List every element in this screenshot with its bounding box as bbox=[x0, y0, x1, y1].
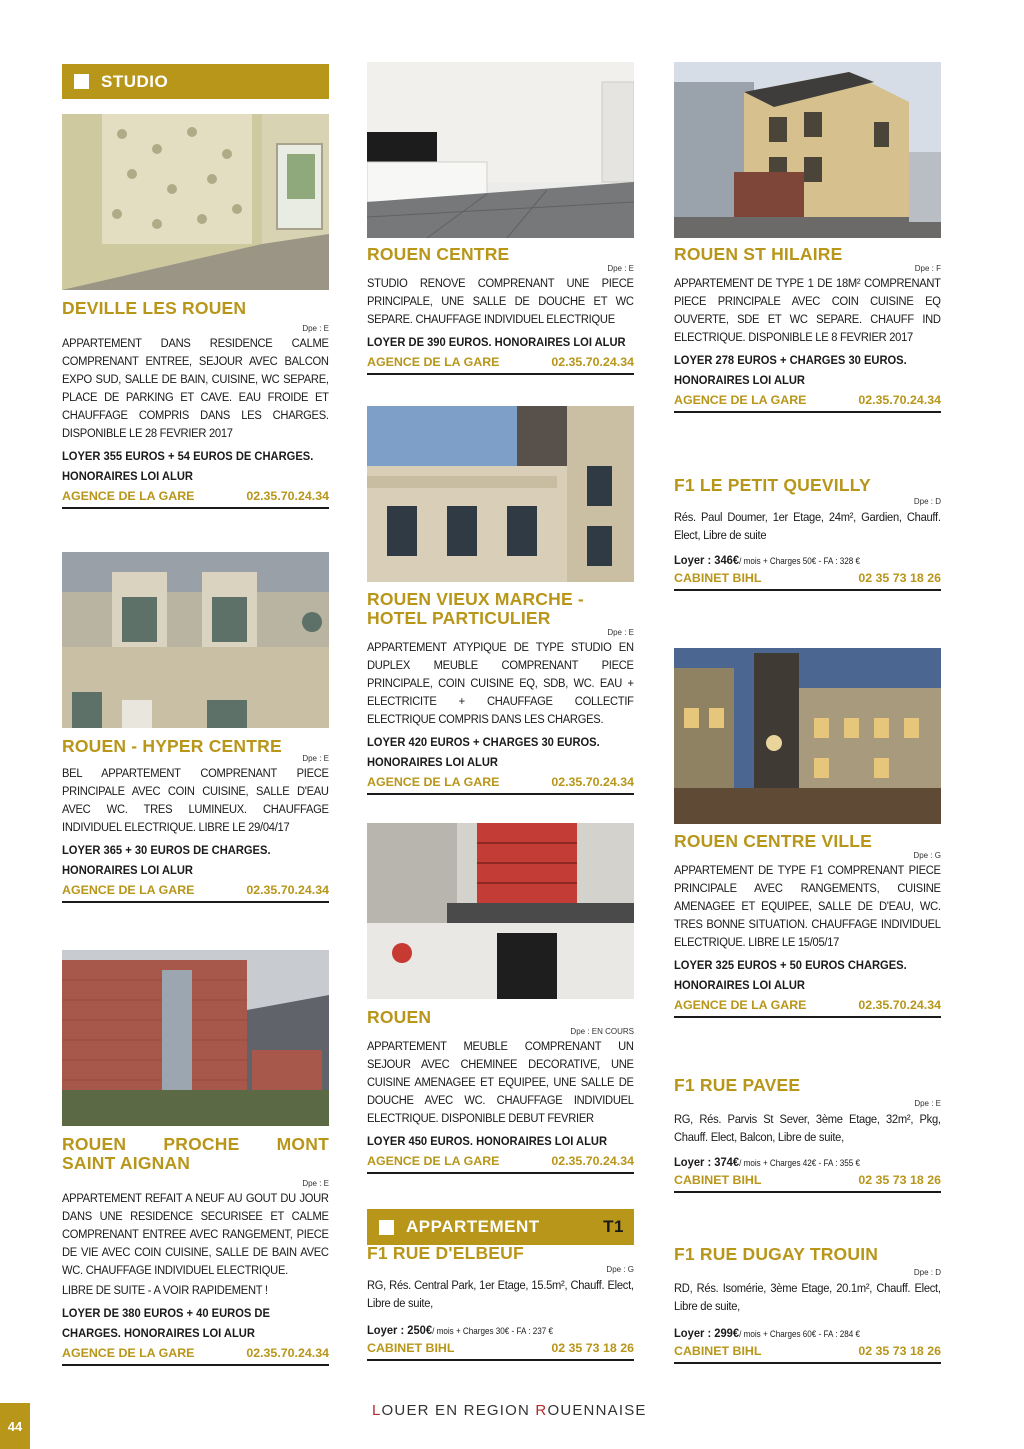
title-word: PROCHE bbox=[163, 1134, 240, 1154]
listing-description: STUDIO RENOVE COMPRENANT UNE PIECE PRINCIPALE, UNE SALLE DE DOUCHE ET WC SEPARE. CHAUFFAGE INDIVIDUEL ELECTRIQUE bbox=[367, 276, 634, 326]
agency-phone[interactable]: 02 35 73 18 26 bbox=[551, 1341, 634, 1355]
listing-title bbox=[62, 1135, 329, 1173]
footer-title-part: OUER EN REGION bbox=[381, 1402, 536, 1419]
listing-st-hilaire bbox=[674, 62, 941, 413]
listing-description: RG, Rés. Parvis St Sever, 3ème Etage, 32m², Pkg, Chauff. Elect, Balcon, Libre de suite, bbox=[674, 1112, 941, 1144]
agency-name: AGENCE DE LA GARE bbox=[62, 1346, 195, 1360]
title-word: SAINT AIGNAN bbox=[62, 1153, 191, 1173]
rent-amount: Loyer : 299€ bbox=[674, 1326, 740, 1340]
agency-phone[interactable]: 02.35.70.24.34 bbox=[551, 775, 634, 789]
agency-phone[interactable]: 02.35.70.24.34 bbox=[858, 393, 941, 407]
rent-info bbox=[674, 1152, 941, 1173]
listing-description: Rés. Paul Doumer, 1er Etage, 24m², Gardien, Chauff. Elect, Libre de suite bbox=[674, 510, 941, 542]
listing-title: ROUEN VIEUX MARCHE - HOTEL PARTICULIER bbox=[367, 589, 584, 628]
agency-row bbox=[62, 1346, 329, 1366]
listing-photo bbox=[367, 62, 634, 238]
section-title: STUDIO bbox=[101, 71, 169, 91]
agency-row bbox=[367, 355, 634, 375]
agency-name: CABINET BIHL bbox=[674, 1344, 762, 1358]
agency-phone[interactable]: 02.35.70.24.34 bbox=[858, 998, 941, 1012]
listing-description: APPARTEMENT REFAIT A NEUF AU GOUT DU JOUR DANS UNE RESIDENCE SECURISEE ET CALME COMPRENANT ENTREE AVEC RANGEMENT, PIECE DE VIE AVEC COIN CUISINE, SALLE DE BAIN AVEC WC. CHAUFFAGE INDIVIDUEL ELECTRIQUE. bbox=[62, 1191, 329, 1277]
agency-name: AGENCE DE LA GARE bbox=[674, 998, 807, 1012]
agency-name: CABINET BIHL bbox=[367, 1341, 455, 1355]
rent-info: LOYER 420 EUROS + CHARGES 30 EUROS. HONORAIRES LOI ALUR bbox=[367, 735, 600, 769]
rent-amount: Loyer : 374€ bbox=[674, 1155, 740, 1169]
footer-title-initial: L bbox=[372, 1402, 382, 1419]
agency-phone[interactable]: 02.35.70.24.34 bbox=[246, 1346, 329, 1360]
listing-rue-dugay-trouin bbox=[674, 1245, 941, 1364]
listing-title: ROUEN bbox=[367, 1007, 432, 1027]
rent-info bbox=[674, 550, 941, 571]
listing-title: ROUEN CENTRE VILLE bbox=[674, 831, 873, 851]
listing-rouen-centre bbox=[367, 62, 634, 375]
listing-photo bbox=[62, 950, 329, 1126]
agency-name: AGENCE DE LA GARE bbox=[367, 775, 500, 789]
agency-row bbox=[367, 775, 634, 795]
listing-rouen bbox=[367, 823, 634, 1174]
listing-description: APPARTEMENT DANS RESIDENCE CALME COMPRENANT ENTREE, SEJOUR AVEC BALCON EXPO SUD, SALLE DE BAIN, CUISINE, WC SEPARE, PLACE DE PARKING ET CAVE. EAU FROIDE ET CHAUFFAGE COMPRIS DANS LES CHARGES. DISPONIBLE LE 28 FEVRIER 2017 bbox=[62, 336, 329, 440]
listing-title: F1 RUE DUGAY TROUIN bbox=[674, 1244, 879, 1264]
listing-description: APPARTEMENT ATYPIQUE DE TYPE STUDIO EN DUPLEX MEUBLE COMPRENANT PIECE PRINCIPALE, COIN CUISINE EQ, SDB, WC. EAU + ELECTRICITE + CHAUFFAGE COLLECTIF ELECTRIQUE COMPRIS DANS LES CHARGES. bbox=[367, 640, 634, 726]
rent-info: LOYER 355 EUROS + 54 EUROS DE CHARGES. HONORAIRES LOI ALUR bbox=[62, 449, 314, 483]
agency-row bbox=[62, 489, 329, 509]
agency-row bbox=[674, 1344, 941, 1364]
rent-info: LOYER DE 390 EUROS. HONORAIRES LOI ALUR bbox=[367, 335, 626, 349]
rent-info: LOYER 278 EUROS + CHARGES 30 EUROS. HONORAIRES LOI ALUR bbox=[674, 353, 907, 387]
listing-hyper-centre bbox=[62, 552, 329, 903]
agency-name: AGENCE DE LA GARE bbox=[367, 1154, 500, 1168]
dpe-rating: Dpe : F bbox=[914, 264, 941, 273]
dpe-rating: Dpe : E bbox=[607, 264, 634, 273]
rent-info: LOYER DE 380 EUROS + 40 EUROS DE CHARGES. HONORAIRES LOI ALUR bbox=[62, 1306, 270, 1340]
section-type: T1 bbox=[603, 1217, 624, 1236]
page-number: 44 bbox=[7, 1418, 23, 1434]
rent-details: / mois + Charges 50€ - FA : 328 € bbox=[739, 556, 860, 566]
listing-petit-quevilly bbox=[674, 476, 941, 591]
footer-title-initial: R bbox=[535, 1402, 548, 1419]
listing-title: F1 RUE D'ELBEUF bbox=[367, 1244, 524, 1261]
listing-deville bbox=[62, 114, 329, 509]
agency-phone[interactable]: 02.35.70.24.34 bbox=[551, 1154, 634, 1168]
listing-description: APPARTEMENT DE TYPE 1 DE 18M² COMPRENANT PIECE PRINCIPALE AVEC COIN CUISINE EQ OUVERTE, SDE ET WC SEPARE. CHAUFF IND ELECTRIQUE. DISPONIBLE LE 8 FEVRIER 2017 bbox=[674, 276, 941, 344]
listing-title: F1 LE PETIT QUEVILLY bbox=[674, 475, 871, 495]
rent-info: LOYER 450 EUROS. HONORAIRES LOI ALUR bbox=[367, 1134, 608, 1148]
dpe-rating: Dpe : D bbox=[913, 1268, 941, 1277]
listing-photo bbox=[367, 406, 634, 582]
rent-details: / mois + Charges 60€ - FA : 284 € bbox=[739, 1329, 860, 1339]
footer-title bbox=[372, 1402, 647, 1419]
page-number-tab bbox=[0, 1403, 30, 1449]
title-word: MONT bbox=[276, 1134, 329, 1154]
dpe-rating: Dpe : EN COURS bbox=[570, 1027, 634, 1036]
listing-centre-ville bbox=[674, 648, 941, 1018]
agency-phone[interactable]: 02 35 73 18 26 bbox=[858, 1344, 941, 1358]
listing-rue-pavee bbox=[674, 1076, 941, 1193]
listing-title: ROUEN CENTRE bbox=[367, 244, 510, 264]
dpe-rating: Dpe : E bbox=[302, 1179, 329, 1188]
agency-row bbox=[674, 393, 941, 413]
agency-row bbox=[674, 1173, 941, 1193]
section-title: APPARTEMENT bbox=[406, 1217, 540, 1236]
agency-row bbox=[674, 571, 941, 591]
listing-availability: LIBRE DE SUITE - A VOIR RAPIDEMENT ! bbox=[62, 1283, 268, 1297]
agency-row bbox=[674, 998, 941, 1018]
dpe-rating: Dpe : E bbox=[607, 628, 634, 637]
agency-phone[interactable]: 02.35.70.24.34 bbox=[551, 355, 634, 369]
listing-description: APPARTEMENT MEUBLE COMPRENANT UN SEJOUR AVEC CHEMINEE DECORATIVE, UNE CUISINE AMENAGEE ET EQUIPEE, UNE SALLE DE DOUCHE AVEC WC. CHAUFFAGE INDIVIDUEL ELECTRIQUE. DISPONIBLE DEBUT FEVRIER bbox=[367, 1039, 634, 1125]
listing-photo bbox=[674, 62, 941, 238]
agency-name: CABINET BIHL bbox=[674, 571, 762, 585]
listing-description: RD, Rés. Isomérie, 3ème Etage, 20.1m², Chauff. Elect, Libre de suite, bbox=[674, 1281, 941, 1313]
dpe-rating: Dpe : E bbox=[302, 754, 329, 763]
listing-mont-saint-aignan bbox=[62, 950, 329, 1366]
agency-name: AGENCE DE LA GARE bbox=[367, 355, 500, 369]
agency-phone[interactable]: 02.35.70.24.34 bbox=[246, 883, 329, 897]
rent-info bbox=[367, 1320, 634, 1341]
listing-photo bbox=[62, 552, 329, 728]
agency-row bbox=[62, 883, 329, 903]
rent-amount: Loyer : 250€ bbox=[367, 1323, 433, 1337]
dpe-rating: Dpe : D bbox=[913, 497, 941, 506]
listing-description: APPARTEMENT DE TYPE F1 COMPRENANT PIECE PRINCIPALE AVEC RANGEMENTS, CUISINE AMENAGEE ET EQUIPEE, SALLE DE D'EAU, WC. TRES BONNE SITUATION. CHAUFFAGE INDIVIDUEL ELECTRIQUE. LIBRE LE 15/05/17 bbox=[674, 863, 941, 949]
dpe-rating: Dpe : G bbox=[606, 1265, 634, 1274]
square-icon bbox=[379, 1220, 394, 1235]
section-header-appartement bbox=[367, 1209, 634, 1245]
rent-details: / mois + Charges 30€ - FA : 237 € bbox=[432, 1326, 553, 1336]
square-icon bbox=[74, 74, 89, 89]
listing-rue-elbeuf bbox=[367, 1244, 634, 1361]
listing-title: ROUEN ST HILAIRE bbox=[674, 244, 843, 264]
agency-row bbox=[367, 1154, 634, 1174]
rent-info: LOYER 325 EUROS + 50 EUROS CHARGES. HONORAIRES LOI ALUR bbox=[674, 958, 907, 992]
section-header-studio bbox=[62, 64, 329, 99]
rent-amount: Loyer : 346€ bbox=[674, 553, 740, 567]
dpe-rating: Dpe : E bbox=[302, 324, 329, 333]
agency-phone[interactable]: 02.35.70.24.34 bbox=[246, 489, 329, 503]
agency-phone[interactable]: 02 35 73 18 26 bbox=[858, 571, 941, 585]
listing-photo bbox=[367, 823, 634, 999]
listing-photo bbox=[674, 648, 941, 824]
agency-phone[interactable]: 02 35 73 18 26 bbox=[858, 1173, 941, 1187]
agency-name: AGENCE DE LA GARE bbox=[674, 393, 807, 407]
title-word: ROUEN bbox=[62, 1134, 127, 1154]
rent-info: LOYER 365 + 30 EUROS DE CHARGES. HONORAIRES LOI ALUR bbox=[62, 843, 271, 877]
rent-info bbox=[674, 1323, 941, 1344]
rent-details: / mois + Charges 42€ - FA : 355 € bbox=[739, 1158, 860, 1168]
listing-title: ROUEN - HYPER CENTRE bbox=[62, 736, 282, 756]
listing-title: F1 RUE PAVEE bbox=[674, 1075, 801, 1095]
agency-name: AGENCE DE LA GARE bbox=[62, 489, 195, 503]
agency-name: AGENCE DE LA GARE bbox=[62, 883, 195, 897]
dpe-rating: Dpe : G bbox=[913, 851, 941, 860]
listing-vieux-marche bbox=[367, 406, 634, 795]
footer-title-part: OUENNAISE bbox=[547, 1402, 647, 1419]
listing-photo bbox=[62, 114, 329, 290]
listing-description: BEL APPARTEMENT COMPRENANT PIECE PRINCIPALE AVEC COIN CUISINE, SALLE D'EAU AVEC WC. TRES LUMINEUX. CHAUFFAGE INDIVIDUEL ELECTRIQUE. LIBRE LE 29/04/17 bbox=[62, 766, 329, 834]
listing-description: RG, Rés. Central Park, 1er Etage, 15.5m², Chauff. Elect, Libre de suite, bbox=[367, 1278, 634, 1310]
listing-title: DEVILLE LES ROUEN bbox=[62, 298, 247, 318]
dpe-rating: Dpe : E bbox=[914, 1099, 941, 1108]
section-label-group bbox=[367, 1217, 540, 1237]
agency-name: CABINET BIHL bbox=[674, 1173, 762, 1187]
agency-row bbox=[367, 1341, 634, 1361]
